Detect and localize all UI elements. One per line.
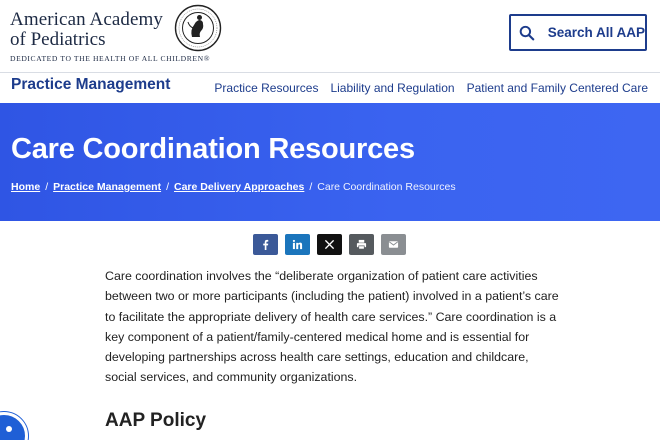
- print-button[interactable]: [349, 234, 374, 255]
- breadcrumb-current: Care Coordination Resources: [317, 181, 456, 193]
- page-title: Care Coordination Resources: [11, 133, 415, 165]
- section-nav: [214, 81, 648, 95]
- nav-item-liability-regulation[interactable]: Liability and Regulation: [330, 81, 455, 95]
- breadcrumb: [11, 181, 456, 193]
- x-icon: [324, 239, 335, 250]
- aap-logo[interactable]: [10, 9, 163, 50]
- logo-line-1: American Academy: [10, 9, 164, 30]
- print-icon: [356, 239, 367, 250]
- breadcrumb-separator: /: [166, 181, 169, 193]
- nav-item-patient-family-care[interactable]: Patient and Family Centered Care: [466, 81, 648, 95]
- breadcrumb-practice-management[interactable]: Practice Management: [53, 181, 162, 193]
- facebook-icon: [260, 239, 271, 250]
- search-all-aap-button[interactable]: [509, 14, 647, 51]
- breadcrumb-separator: /: [45, 181, 49, 193]
- intro-paragraph: Care coordination involves the “deliberate organization of patient care activities between two or more participants (including the patient) involved in a patient’s care to facilitate the appropriate delivery of health care services.” Care coordination is a key component of a patient/family-centered medical home and is essential for developing partnerships across health care settings, education and childcare, social services, and community organizations.: [105, 269, 559, 385]
- breadcrumb-separator: /: [309, 181, 313, 193]
- accessibility-icon: [6, 426, 12, 432]
- linkedin-icon: [292, 239, 303, 250]
- share-bar: [253, 234, 406, 255]
- search-button-label: Search All AAP: [547, 25, 645, 40]
- aap-seal-icon: [174, 4, 222, 52]
- hero-banner: [0, 103, 660, 221]
- share-linkedin-button[interactable]: [285, 234, 310, 255]
- share-facebook-button[interactable]: [253, 234, 278, 255]
- nav-item-practice-resources[interactable]: Practice Resources: [214, 81, 319, 95]
- email-icon: [388, 239, 399, 250]
- logo-line-2: of Pediatrics: [10, 29, 106, 50]
- site-header: [0, 0, 660, 72]
- header-divider: [0, 72, 660, 73]
- breadcrumb-home[interactable]: Home: [11, 181, 41, 193]
- breadcrumb-care-delivery[interactable]: Care Delivery Approaches: [174, 181, 305, 193]
- share-email-button[interactable]: [381, 234, 406, 255]
- section-title[interactable]: Practice Management: [11, 76, 171, 93]
- search-icon: [519, 25, 535, 41]
- aap-policy-heading: AAP Policy: [105, 410, 207, 431]
- accessibility-widget-button[interactable]: [0, 412, 28, 440]
- share-x-button[interactable]: [317, 234, 342, 255]
- logo-tagline: DEDICATED TO THE HEALTH OF ALL CHILDREN®: [10, 54, 211, 63]
